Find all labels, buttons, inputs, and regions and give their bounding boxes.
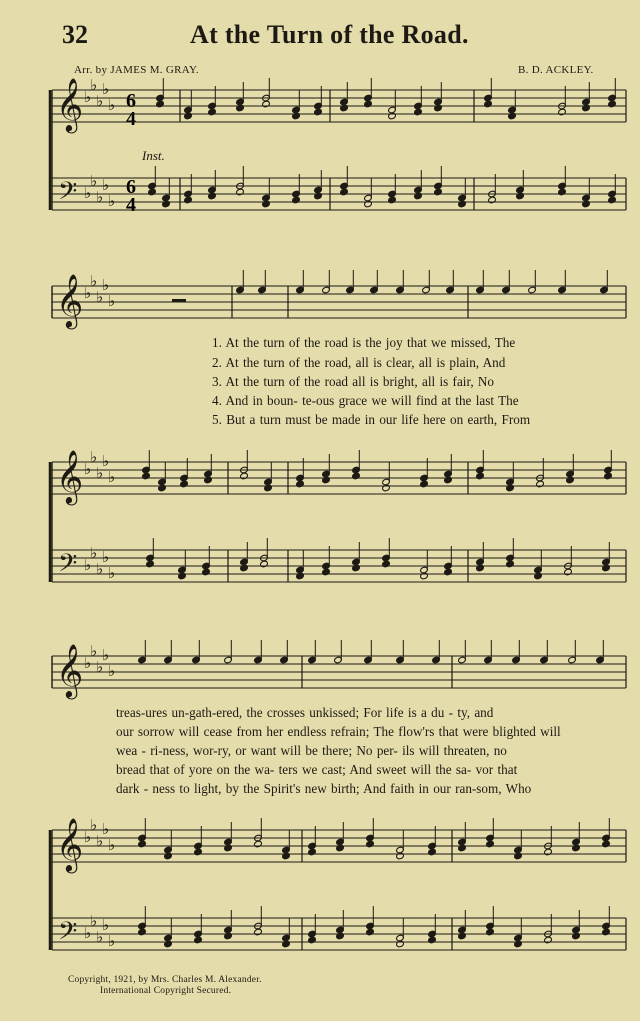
note-head (534, 572, 543, 580)
flat-sign-icon: ♭ (84, 924, 92, 942)
treble-clef-icon: 𝄞 (56, 449, 84, 503)
note-head (308, 848, 317, 856)
note-head (444, 568, 453, 576)
note-head (142, 472, 151, 480)
note-head (458, 200, 467, 208)
time-signature-bottom-bass: 4 (126, 194, 136, 216)
flat-sign-icon: ♭ (102, 820, 110, 838)
note-head (544, 936, 553, 944)
note-head (366, 928, 375, 936)
note-head (558, 108, 567, 116)
time-signature-bottom-treble: 4 (126, 108, 136, 130)
note-head (484, 100, 493, 108)
note-head (296, 480, 305, 488)
flat-sign-icon: ♭ (96, 464, 104, 482)
flat-sign-icon: ♭ (96, 560, 104, 578)
flat-sign-icon: ♭ (102, 916, 110, 934)
note-head (224, 932, 233, 940)
note-head (254, 928, 263, 936)
note-head (262, 200, 271, 208)
note-head (158, 484, 167, 492)
verse-line-2a: 2. At the turn of the road, all is clear, all is plain, And (212, 355, 506, 370)
note-head (202, 568, 211, 576)
flat-sign-icon: ♭ (96, 288, 104, 306)
note-head (164, 940, 173, 948)
note-head (506, 560, 515, 568)
note-head (308, 936, 317, 944)
note-head (458, 844, 467, 852)
note-head (488, 196, 497, 204)
flat-sign-icon: ♭ (96, 92, 104, 110)
note-head (434, 188, 443, 196)
note-head (314, 108, 323, 116)
flat-sign-icon: ♭ (102, 452, 110, 470)
note-head (558, 188, 567, 196)
instrument-marking: Inst. (142, 148, 165, 163)
verse-line-5a: 5. But a turn must be made in our life here on earth, From (212, 412, 531, 427)
flat-sign-icon: ♭ (108, 564, 116, 582)
note-head (180, 480, 189, 488)
treble-clef-icon: 𝄞 (56, 817, 84, 871)
verse-line-3b: wea - ri-ness, wor-ry, or want will be there; No per- ils will threaten, no (116, 743, 507, 758)
flat-sign-icon: ♭ (84, 460, 92, 478)
note-head (138, 928, 147, 936)
note-head (414, 108, 423, 116)
note-head (572, 844, 581, 852)
flat-sign-icon: ♭ (102, 646, 110, 664)
whole-rest (172, 299, 186, 302)
composer-credit: B. D. ACKLEY. (518, 64, 594, 76)
note-head (366, 840, 375, 848)
note-head (178, 572, 187, 580)
note-head (208, 108, 217, 116)
note-head (236, 188, 245, 196)
note-head (340, 188, 349, 196)
note-head (352, 564, 361, 572)
flat-sign-icon: ♭ (90, 544, 98, 562)
note-head (236, 104, 245, 112)
note-head (388, 196, 397, 204)
flat-sign-icon: ♭ (96, 658, 104, 676)
verse-line-2b: our sorrow will cease from her endless refrain; The flow'rs that were blighted will (116, 724, 561, 739)
flat-sign-icon: ♭ (90, 172, 98, 190)
note-head (396, 852, 405, 860)
flat-sign-icon: ♭ (96, 928, 104, 946)
note-head (566, 476, 575, 484)
note-head (428, 936, 437, 944)
flat-sign-icon: ♭ (102, 276, 110, 294)
note-head (414, 192, 423, 200)
flat-sign-icon: ♭ (108, 932, 116, 950)
note-head (486, 840, 495, 848)
note-head (444, 476, 453, 484)
bass-clef-icon: 𝄢 (58, 177, 78, 212)
note-head (582, 200, 591, 208)
flat-sign-icon: ♭ (84, 284, 92, 302)
note-head (514, 852, 523, 860)
note-head (194, 848, 203, 856)
verse-line-4a: 4. And in boun- te-ous grace we will find at the last The (212, 393, 519, 408)
note-head (292, 196, 301, 204)
verse-line-4b: bread that of yore on the wa- ters we cast; And sweet will the sa- vor that (116, 762, 518, 777)
note-head (194, 936, 203, 944)
note-head (208, 192, 217, 200)
note-head (458, 932, 467, 940)
flat-sign-icon: ♭ (108, 468, 116, 486)
treble-clef-icon: 𝄞 (56, 77, 84, 131)
note-head (184, 112, 193, 120)
flat-sign-icon: ♭ (108, 292, 116, 310)
note-head (240, 472, 249, 480)
note-head (382, 484, 391, 492)
time-signature-top-treble: 6 (126, 90, 136, 112)
note-head (486, 928, 495, 936)
note-head (364, 200, 373, 208)
flat-sign-icon: ♭ (90, 912, 98, 930)
note-head (582, 104, 591, 112)
note-head (148, 188, 157, 196)
flat-sign-icon: ♭ (90, 272, 98, 290)
verse-line-1b: treas-ures un-gath-ered, the crosses unkissed; For life is a du - ty, and (116, 705, 494, 720)
bass-clef-icon: 𝄢 (58, 549, 78, 584)
flat-sign-icon: ♭ (84, 556, 92, 574)
note-head (434, 104, 443, 112)
note-head (292, 112, 301, 120)
flat-sign-icon: ♭ (84, 184, 92, 202)
note-head (608, 100, 617, 108)
note-head (336, 932, 345, 940)
note-head (282, 940, 291, 948)
note-head (224, 844, 233, 852)
treble-clef-icon: 𝄞 (56, 273, 84, 327)
time-signature-top-bass: 6 (126, 176, 136, 198)
note-head (162, 200, 171, 208)
note-head (506, 484, 515, 492)
note-head (516, 192, 525, 200)
note-head (260, 560, 269, 568)
hymn-number: 32 (62, 20, 88, 49)
note-head (476, 564, 485, 572)
verse-line-3a: 3. At the turn of the road all is bright, all is fair, No (212, 374, 495, 389)
note-head (382, 560, 391, 568)
note-head (602, 564, 611, 572)
note-head (514, 940, 523, 948)
verse-line-1a: 1. At the turn of the road is the joy that we missed, The (212, 335, 516, 350)
hymn-title: At the Turn of the Road. (190, 20, 469, 49)
note-head (240, 564, 249, 572)
verse-line-5b: dark - ness to light, by the Spirit's new birth; And faith in our ran-som, Who (116, 781, 532, 796)
note-head (352, 472, 361, 480)
note-head (262, 100, 271, 108)
copyright-notice (68, 975, 262, 997)
flat-sign-icon: ♭ (96, 832, 104, 850)
flat-sign-icon: ♭ (108, 96, 116, 114)
note-head (428, 848, 437, 856)
flat-sign-icon: ♭ (102, 548, 110, 566)
treble-clef-icon: 𝄞 (56, 643, 84, 697)
note-head (336, 844, 345, 852)
flat-sign-icon: ♭ (90, 816, 98, 834)
flat-sign-icon: ♭ (84, 88, 92, 106)
note-head (364, 100, 373, 108)
note-head (572, 932, 581, 940)
note-head (322, 568, 331, 576)
flat-sign-icon: ♭ (90, 642, 98, 660)
note-head (602, 928, 611, 936)
note-head (264, 484, 273, 492)
note-head (544, 848, 553, 856)
flat-sign-icon: ♭ (102, 176, 110, 194)
flat-sign-icon: ♭ (108, 192, 116, 210)
note-head (388, 112, 397, 120)
flat-sign-icon: ♭ (84, 654, 92, 672)
copyright-line-1: Copyright, 1921, by Mrs. Charles M. Alexander. (68, 975, 262, 985)
flat-sign-icon: ♭ (90, 76, 98, 94)
flat-sign-icon: ♭ (90, 448, 98, 466)
flat-sign-icon: ♭ (108, 662, 116, 680)
copyright-line-2: International Copyright Secured. (100, 986, 232, 996)
note-head (296, 572, 305, 580)
note-head (604, 472, 613, 480)
note-head (420, 572, 429, 580)
note-head (608, 196, 617, 204)
note-head (164, 852, 173, 860)
note-head (420, 480, 429, 488)
flat-sign-icon: ♭ (102, 80, 110, 98)
note-head (184, 196, 193, 204)
note-head (322, 476, 331, 484)
note-head (536, 480, 545, 488)
note-head (204, 476, 213, 484)
note-head (156, 100, 165, 108)
note-head (138, 840, 147, 848)
flat-sign-icon: ♭ (84, 828, 92, 846)
note-head (476, 472, 485, 480)
flat-sign-icon: ♭ (96, 188, 104, 206)
note-head (254, 840, 263, 848)
note-head (602, 840, 611, 848)
note-head (146, 560, 155, 568)
note-head (282, 852, 291, 860)
note-head (340, 104, 349, 112)
note-head (396, 940, 405, 948)
bass-clef-icon: 𝄢 (58, 917, 78, 952)
note-head (564, 568, 573, 576)
note-head (314, 192, 323, 200)
flat-sign-icon: ♭ (108, 836, 116, 854)
note-head (508, 112, 517, 120)
arranger-credit: Arr. by JAMES M. GRAY. (74, 64, 199, 76)
